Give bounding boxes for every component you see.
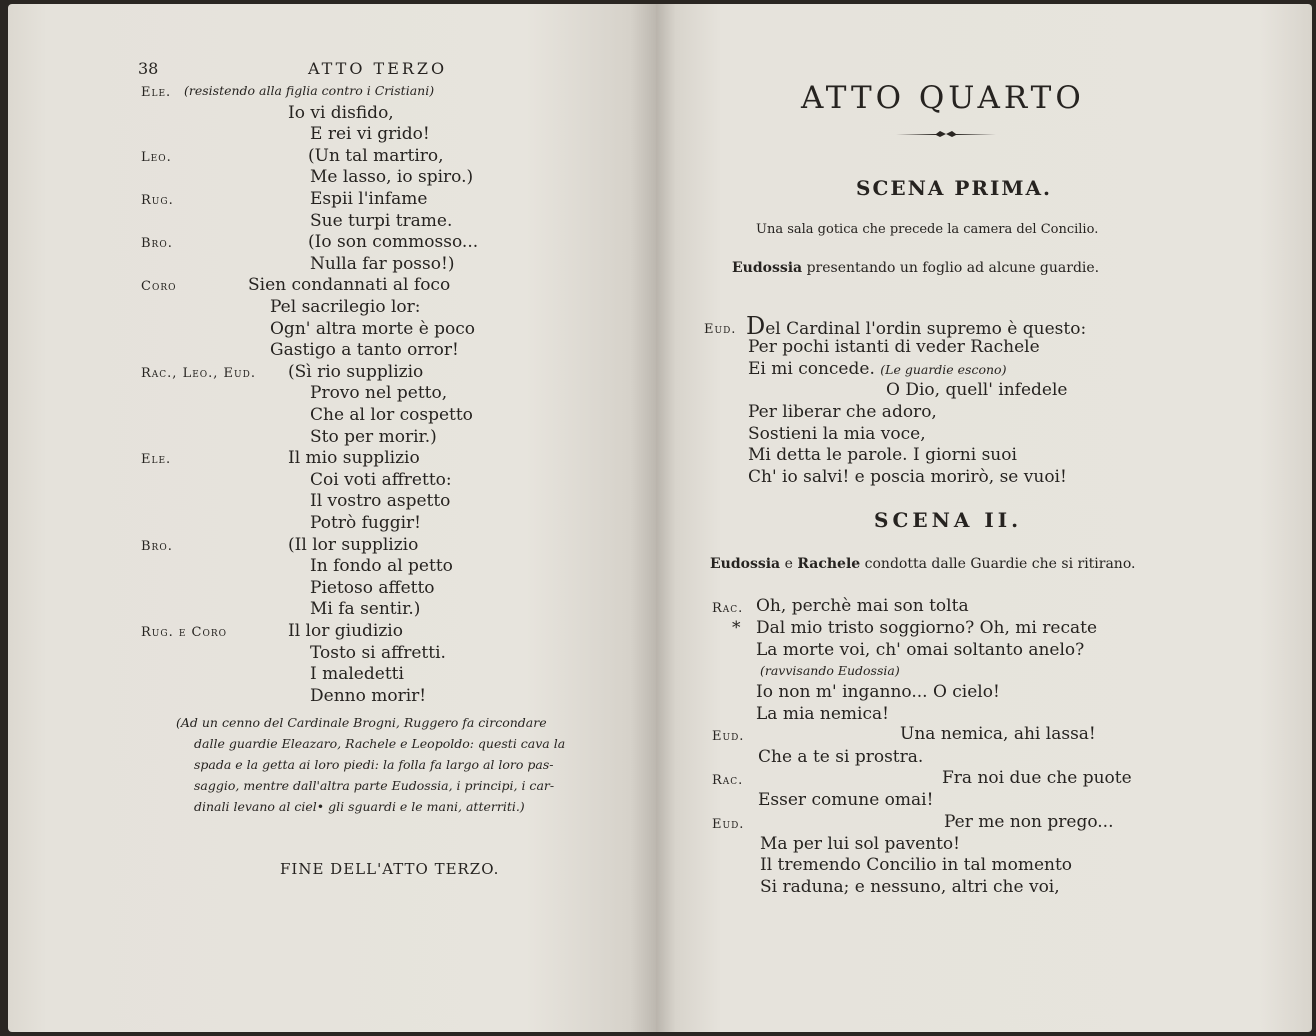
left-page — [8, 4, 656, 1032]
verse-line: Il tremendo Concilio in tal momento — [760, 855, 1073, 875]
verse-line: Il mio supplizio — [288, 448, 420, 469]
speaker-label: Rac. — [712, 773, 744, 788]
verse-text: Ei mi concede. — [748, 359, 875, 379]
verse-line: Si raduna; e nessuno, altri che voi, — [760, 877, 1060, 897]
verse-line: I maledetti — [310, 664, 404, 685]
verse-line — [746, 312, 1087, 340]
verse-line: Che a te si prostra. — [758, 747, 924, 767]
verse-line: Sien condannati al foco — [248, 275, 451, 296]
character-name: Eudossia — [732, 260, 803, 276]
verse-line: Pel sacrilegio lor: — [270, 297, 421, 317]
stage-direction-inline: (resistendo alla figlia contro i Cristiani) — [184, 83, 435, 98]
verse-line: Oh, perchè mai son tolta — [756, 596, 969, 616]
verse-line: O Dio, quell' infedele — [886, 380, 1068, 400]
speaker-label: Ele. — [141, 85, 172, 100]
verse-line: Coi voti affretto: — [310, 469, 452, 490]
verse-line: (Sì rio supplizio — [288, 361, 424, 382]
verse-line: Che al lor cospetto — [310, 405, 473, 425]
verse-line — [748, 359, 1006, 380]
speaker-label: Eud. — [704, 322, 737, 337]
speaker-label: Rac. — [712, 601, 744, 616]
verse-line: Il vostro aspetto — [310, 491, 451, 512]
verse-line: Esser comune omai! — [758, 790, 934, 810]
verse-line: Mi fa sentir.) — [310, 599, 421, 620]
scene-title: SCENA PRIMA. — [856, 176, 1053, 200]
stage-direction-inline: (Le guardie escono) — [880, 362, 1007, 377]
speaker-label: Rug. — [141, 193, 174, 208]
speaker-label: Rac., Leo., Eud. — [141, 365, 256, 381]
speaker-label: Coro — [141, 279, 177, 295]
speaker-label: Rug. e Coro — [141, 625, 228, 640]
character-action: condotta dalle Guardie che si ritirano. — [860, 556, 1136, 572]
speaker-label: Eud. — [712, 817, 745, 832]
conjunction: e — [780, 556, 798, 572]
verse-line: Per pochi istanti di veder Rachele — [748, 337, 1040, 357]
margin-mark: * — [732, 618, 741, 638]
speaker-label: Bro. — [141, 538, 173, 554]
verse-line: Denno morir! — [310, 685, 427, 706]
scene-title: SCENA II. — [874, 508, 1023, 532]
verse-line: Dal mio tristo soggiorno? Oh, mi recate — [756, 618, 1098, 638]
stage-direction-line: dalle guardie Eleazaro, Rachele e Leopoldo: questi cava la — [194, 736, 566, 751]
verse-line: Per liberar che adoro, — [748, 402, 937, 422]
verse-text: el Cardinal l'ordin supremo è questo: — [765, 319, 1087, 339]
verse-line: Sue turpi trame. — [310, 210, 453, 231]
verse-line: Espii l'infame — [310, 189, 428, 209]
verse-line: Me lasso, io spiro.) — [310, 167, 474, 188]
act-title: ATTO QUARTO — [801, 80, 1085, 116]
stage-direction-line: spada e la getta ai loro piedi: la folla fa largo al loro pas- — [194, 757, 554, 772]
verse-line: (Un tal martiro, — [308, 145, 444, 166]
stage-direction-inline: (ravvisando Eudossia) — [760, 663, 900, 678]
verse-line: Tosto si affretti. — [310, 642, 446, 663]
verse-line: Una nemica, ahi lassa! — [900, 724, 1096, 744]
verse-line: Il lor giudizio — [288, 621, 403, 641]
character-name: Eudossia — [710, 556, 781, 572]
speaker-label: Eud. — [712, 729, 745, 744]
speaker-label: Bro. — [141, 236, 173, 252]
stage-direction-line: dinali levano al ciel• gli sguardi e le mani, atterriti.) — [194, 799, 525, 814]
verse-line: Mi detta le parole. I giorni suoi — [748, 445, 1017, 465]
running-head: ATTO TERZO — [308, 59, 448, 78]
drop-cap: D — [746, 312, 766, 340]
verse-line: Nulla far posso!) — [310, 253, 455, 274]
verse-line: La mia nemica! — [756, 704, 889, 724]
verse-line: Ma per lui sol pavento! — [760, 834, 960, 854]
verse-line: (Il lor supplizio — [288, 534, 419, 555]
verse-line: In fondo al petto — [310, 556, 453, 577]
verse-line: Ch' io salvi! e poscia morirò, se vuoi! — [748, 467, 1067, 487]
scene-characters — [710, 556, 1135, 572]
scene-setting: Una sala gotica che precede la camera del Concilio. — [756, 222, 1099, 237]
right-page — [656, 4, 1312, 1032]
stage-direction — [176, 712, 632, 817]
character-action: presentando un foglio ad alcune guardie. — [802, 260, 1100, 276]
ornament-divider — [896, 130, 996, 138]
stage-direction-line: saggio, mentre dall'altra parte Eudossia, i principi, i car- — [194, 778, 555, 793]
verse-line: E rei vi grido! — [310, 124, 430, 145]
verse-line: Potrò fuggir! — [310, 513, 421, 533]
character-name: Rachele — [797, 556, 861, 572]
verse-line: Pietoso affetto — [310, 577, 435, 598]
page-number: 38 — [138, 59, 159, 78]
end-of-act: FINE DELL'ATTO TERZO. — [280, 860, 500, 878]
verse-line: La morte voi, ch' omai soltanto anelo? — [756, 640, 1085, 660]
verse-line: Ogn' altra morte è poco — [270, 318, 476, 339]
verse-line: Sto per morir.) — [310, 426, 437, 447]
verse-line: Io vi disfido, — [288, 102, 394, 123]
verse-line: Provo nel petto, — [310, 383, 448, 404]
verse-line: Sostieni la mia voce, — [748, 424, 926, 444]
verse-line: Fra noi due che puote — [942, 768, 1132, 788]
verse-line: (Io son commosso... — [308, 232, 479, 253]
verse-line: Io non m' inganno... O cielo! — [756, 682, 1000, 702]
speaker-label: Leo. — [141, 149, 172, 165]
speaker-label: Ele. — [141, 452, 172, 468]
verse-line: Per me non prego... — [944, 812, 1114, 832]
scene-characters — [732, 260, 1099, 276]
verse-line: Gastigo a tanto orror! — [270, 340, 459, 361]
stage-direction-line: (Ad un cenno del Cardinale Brogni, Ruggero fa circondare — [176, 715, 547, 730]
